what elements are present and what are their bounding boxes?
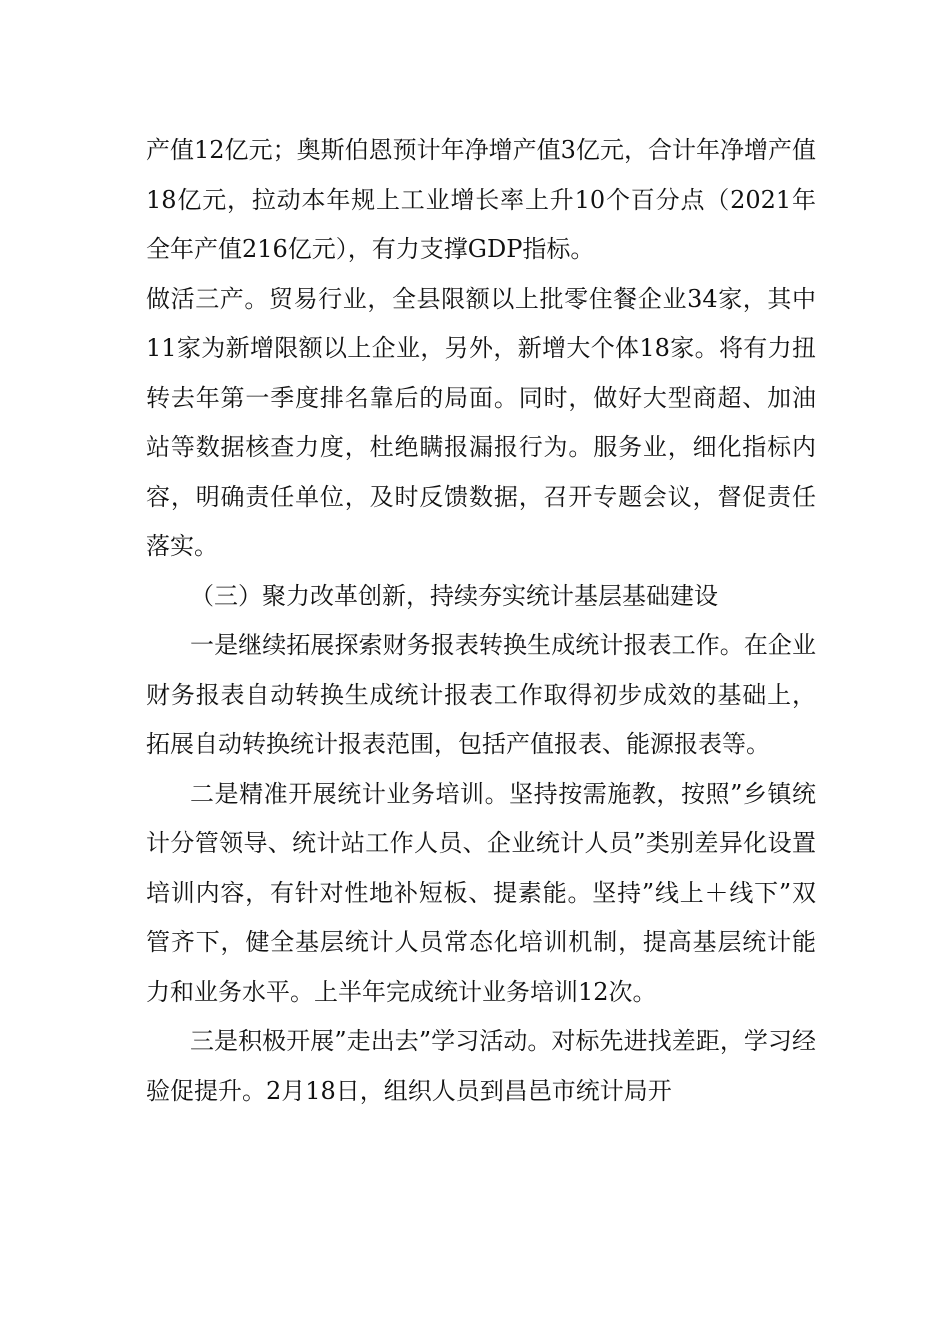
paragraph-study-visit: 三是积极开展”走出去”学习活动。对标先进找差距，学习经验促提升。2月18日，组织人员到昌邑市统计局开 [146,1027,816,1105]
paragraph-industry-output: 产值12亿元；奥斯伯恩预计年净增产值3亿元，合计年净增产值18亿元，拉动本年规上工业增长率上升10个百分点（2021年全年产值216亿元），有力支撑GDP指标。 [146,136,816,263]
paragraph-financial-reports: 一是继续拓展探索财务报表转换生成统计报表工作。在企业财务报表自动转换生成统计报表工作取得初步成效的基础上，拓展自动转换统计报表范围，包括产值报表、能源报表等。 [146,631,816,758]
paragraph-tertiary-industry: 做活三产。贸易行业，全县限额以上批零住餐企业34家，其中11家为新增限额以上企业，另外，新增大个体18家。将有力扭转去年第一季度排名靠后的局面。同时，做好大型商超、加油站等数据核查力度，杜绝瞒报漏报行为。服务业，细化指标内容，明确责任单位，及时反馈数据，召开专题会议，督促责任落实。 [146,284,816,560]
document-body [146,126,816,1116]
section-heading-reform: （三）聚力改革创新，持续夯实统计基层基础建设 [190,581,718,610]
paragraph-training: 二是精准开展统计业务培训。坚持按需施教，按照”乡镇统计分管领导、统计站工作人员、企业统计人员”类别差异化设置培训内容，有针对性地补短板、提素能。坚持”线上＋线下”双管齐下，健全基层统计人员常态化培训机制，提高基层统计能力和业务水平。上半年完成统计业务培训12次。 [146,779,816,1006]
